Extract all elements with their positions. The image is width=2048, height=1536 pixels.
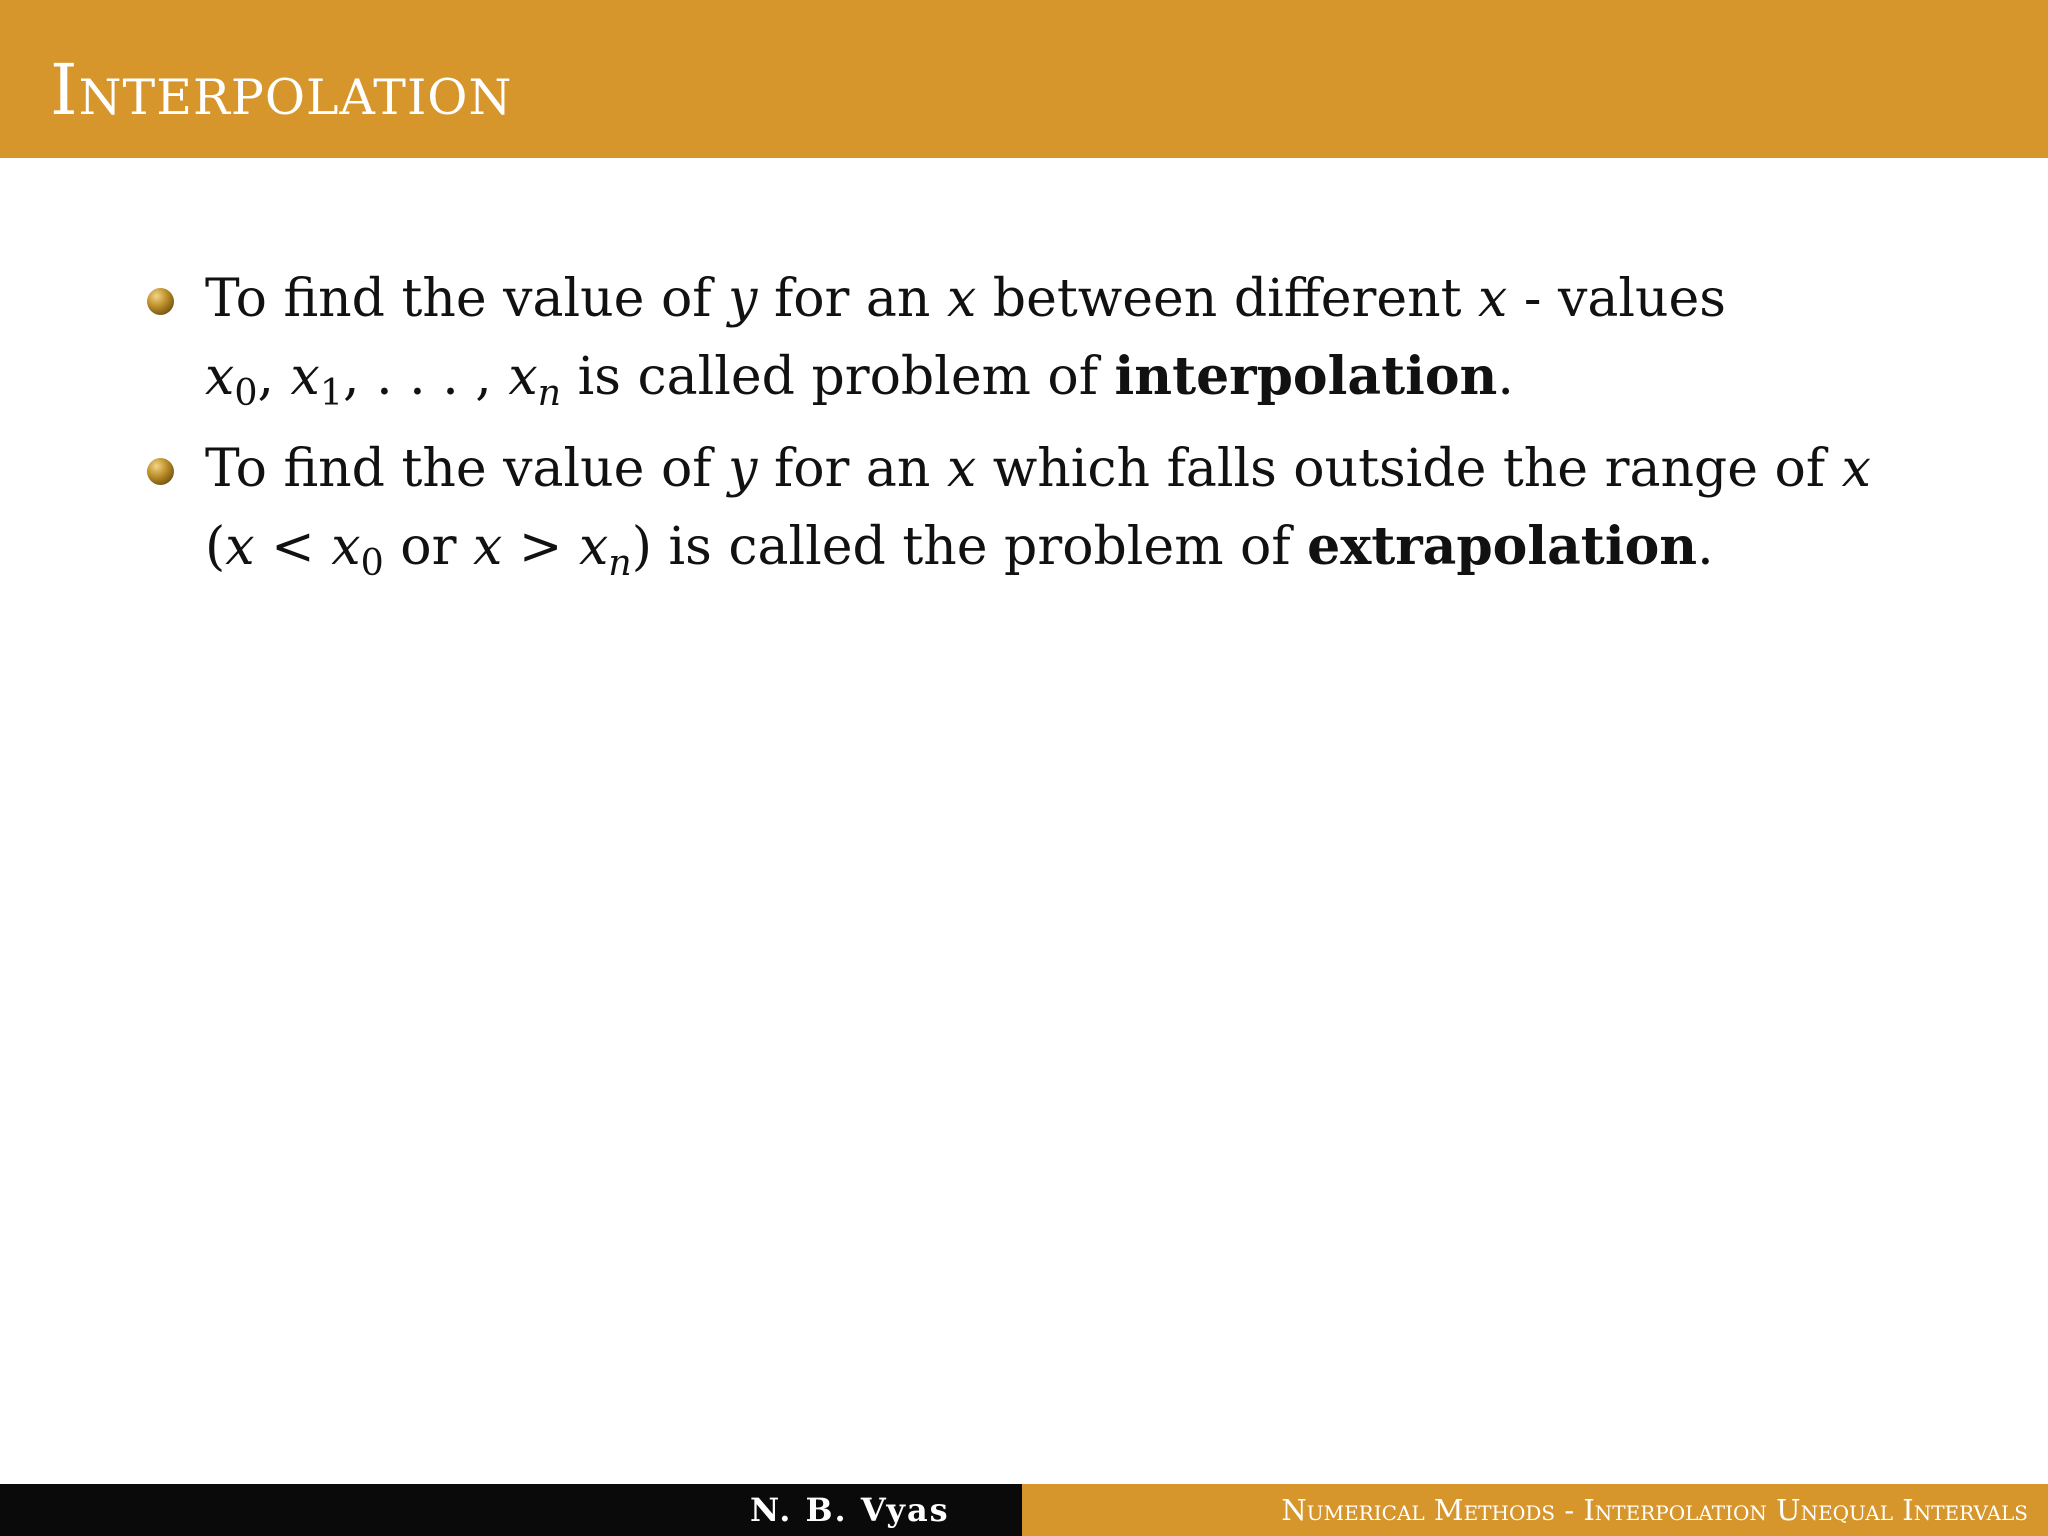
term-extrapolation: extrapolation bbox=[1307, 516, 1698, 577]
term-interpolation: interpolation bbox=[1114, 346, 1498, 407]
footer-author: N. B. Vyas bbox=[750, 1491, 950, 1529]
bullet-item-interpolation bbox=[205, 260, 1965, 416]
bullet-item-extrapolation bbox=[205, 430, 1965, 586]
slide-title-bar bbox=[0, 0, 2048, 158]
bullet-line: To find the value of y for an x between different x - values bbox=[205, 269, 1726, 329]
slide-title: Interpolation bbox=[50, 49, 513, 131]
bullet-line: $x_0$, $x_1$, . . . , $x_n$ is called problem of interpolation. bbox=[205, 346, 1514, 414]
footer-author-bar bbox=[0, 1484, 1022, 1536]
bullet-ball-icon bbox=[147, 288, 174, 315]
footer-course-bar bbox=[1022, 1484, 2048, 1536]
bullet-ball-icon bbox=[147, 458, 174, 485]
bullet-line: ($x < x_0$ or $x > x_n$) is called the problem of extrapolation. bbox=[205, 516, 1714, 584]
bullet-line: To find the value of y for an x which falls outside the range of x bbox=[205, 439, 1871, 499]
footer-course-title: Numerical Methods - Interpolation Unequal Intervals bbox=[1281, 1493, 2028, 1527]
